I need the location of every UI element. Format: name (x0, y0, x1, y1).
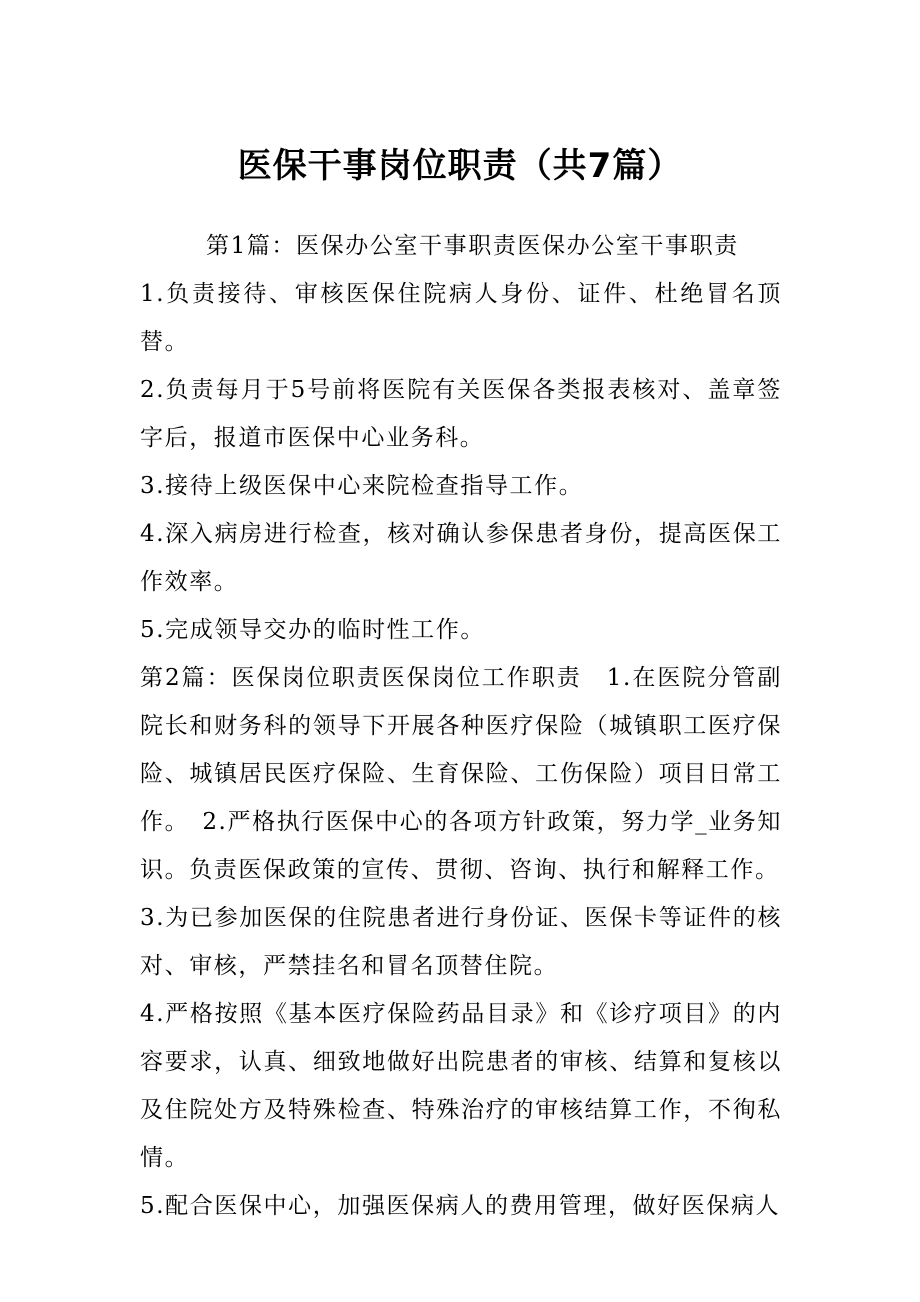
section-heading-1: 第1篇：医保办公室干事职责医保办公室干事职责 (206, 233, 739, 259)
paragraph: 3.为已参加医保的住院患者进行身份证、医保卡等证件的核对、审核，严禁挂名和冒名顶替住院。 (140, 905, 782, 979)
document-body (140, 222, 782, 1230)
paragraph: 4.深入病房进行检查，核对确认参保患者身份，提高医保工作效率。 (140, 521, 782, 595)
paragraph: 1.负责接待、审核医保住院病人身份、证件、杜绝冒名顶替。 (140, 281, 782, 355)
paragraph: 5.配合医保中心，加强医保病人的费用管理，做好医保病人 (140, 1193, 781, 1219)
paragraph: 3.接待上级医保中心来院检查指导工作。 (140, 473, 584, 499)
paragraph: 2.负责每月于5号前将医院有关医保各类报表核对、盖章签字后，报道市医保中心业务科。 (140, 377, 782, 451)
paragraph: 4.严格按照《基本医疗保险药品目录》和《诊疗项目》的内容要求，认真、细致地做好出院患者的审核、结算和复核以及住院处方及特殊检查、特殊治疗的审核结算工作，不徇私情。 (140, 1001, 782, 1171)
paragraph: 5.完成领导交办的临时性工作。 (140, 617, 485, 643)
section-heading-2: 第2篇：医保岗位职责医保岗位工作职责 1.在医院分管副院长和财务科的领导下开展各种医疗保险（城镇职工医疗保险、城镇居民医疗保险、生育保险、工伤保险）项目日常工作。 2.严格执行医保中心的各项方针政策，努力学_业务知识。负责医保政策的宣传、贯彻、咨询、执行和解释工作。 (140, 665, 782, 883)
document-title: 医保干事岗位职责（共7篇） (237, 146, 683, 186)
